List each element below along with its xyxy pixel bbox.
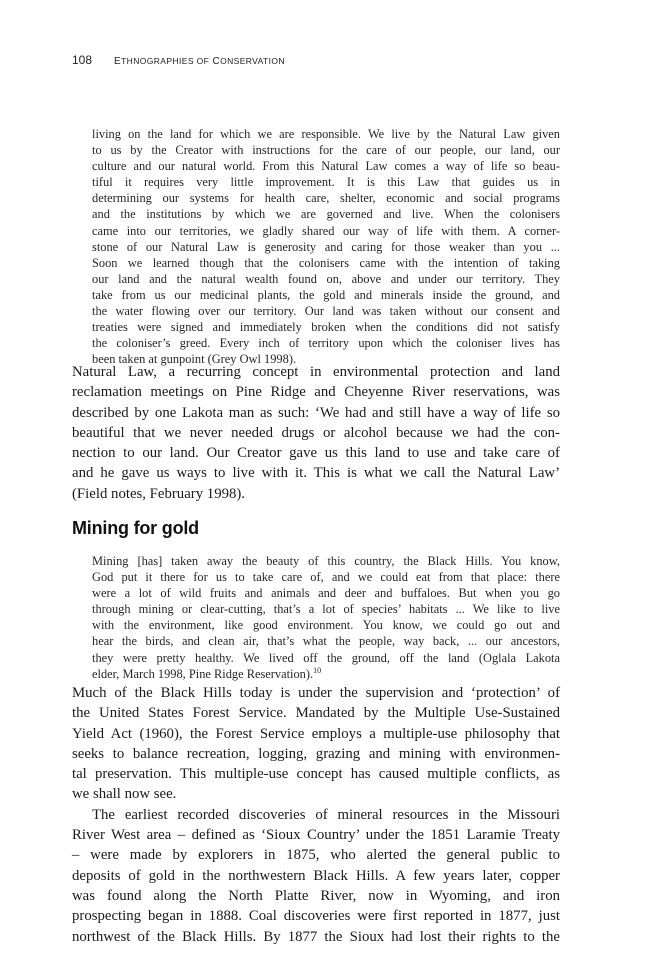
quote-line: our land and the natural wealth found on, above and under our territory. They	[92, 271, 560, 286]
quote-line: stone of our Natural Law is generosity and caring for those weaker than you ...	[92, 239, 560, 254]
paragraph-line: tal preservation. This multiple-use concept has caused multiple conflicts, as	[72, 766, 560, 783]
block-quote-grey-owl	[92, 126, 560, 367]
paragraph-line: described by one Lakota man as such: ‘We had and still have a way of life so	[72, 404, 560, 421]
paragraph-line: reclamation meetings on Pine Ridge and Cheyenne River reservations, was	[72, 384, 560, 401]
paragraph-line: we shall now see.	[72, 786, 177, 803]
paragraph-line: deposits of gold in the northwestern Black Hills. A few years later, copper	[72, 867, 560, 884]
block-quote-oglala-elder	[92, 553, 560, 682]
quote-line: the water flowing over our territory. Our land was taken without our consent and	[92, 304, 560, 319]
paragraph-line: beautiful that we never needed drugs or alcohol because we had the con-	[72, 424, 560, 441]
paragraph-line: prospecting began in 1888. Coal discoveries were first reported in 1877, just	[72, 908, 560, 925]
paragraph-line: the United States Forest Service. Mandated by the Multiple Use-Sustained	[72, 705, 560, 722]
quote-line: and the institutions by which we are governed and live. When the colonisers	[92, 207, 560, 222]
quote-line: through mining or clear-cutting, that’s a lot of species’ habitats ... We like to live	[92, 602, 560, 617]
paragraph-natural-law	[72, 362, 560, 504]
quote-line: with the environment, like good environment. You know, we could go out and	[92, 618, 560, 633]
footnote-marker[interactable]: 10	[313, 665, 322, 675]
quote-line: were a lot of wild fruits and animals and deer and buffaloes. But when you go	[92, 586, 560, 601]
running-head	[72, 53, 285, 67]
quote-line: Mining [has] taken away the beauty of this country, the Black Hills. You know,	[92, 554, 560, 568]
paragraph-line: The earliest recorded discoveries of mineral resources in the Missouri	[92, 806, 560, 823]
quote-line: tiful it requires very little improvement. It is this Law that guides us in	[92, 175, 560, 190]
quote-line-text: elder, March 1998, Pine Ridge Reservation).	[92, 666, 314, 681]
paragraph-line: (Field notes, February 1998).	[72, 485, 246, 502]
quote-line: God put it there for us to take care of, and we could eat from that place: there	[92, 570, 560, 585]
quote-line: hear the birds, and clean air, that’s what the people, way back, ... our ancestors,	[92, 634, 560, 649]
quote-line	[92, 666, 560, 682]
paragraph-line: Yield Act (1960), the Forest Service employs a multiple-use philosophy that	[72, 725, 560, 742]
paragraph-line: and he gave us ways to live with it. This is what we call the Natural Law’	[72, 465, 560, 482]
quote-line: Soon we learned though that the colonisers came with the intention of taking	[92, 255, 560, 270]
quote-line: determining our systems for health care, shelter, economic and social programs	[92, 191, 560, 206]
section-heading: Mining for gold	[72, 518, 199, 538]
paragraph-line: Much of the Black Hills today is under the supervision and ‘protection’ of	[72, 685, 560, 701]
paragraph-line: – were made by explorers in 1875, who alerted the general public to	[72, 847, 560, 864]
paragraph-forest-service	[72, 683, 560, 947]
paragraph-line: nection to our land. Our Creator gave us this land to use and take care of	[72, 445, 560, 462]
quote-line: been taken at gunpoint (Grey Owl 1998).	[92, 352, 297, 367]
running-title: ETHNOGRAPHIES OF CONSERVATION	[114, 56, 285, 67]
paragraph-line: was found along the North Platte River, now in Wyoming, and iron	[72, 887, 560, 904]
quote-line: the coloniser’s greed. Every inch of territory upon which the coloniser lives has	[92, 336, 560, 351]
paragraph-line: northwest of the Black Hills. By 1877 the Sioux had lost their rights to the	[72, 928, 560, 945]
quote-line: came into our territories, we gladly shared our way of life with them. A corner-	[92, 223, 560, 238]
page-number: 108	[72, 53, 93, 67]
paragraph-line: River West area – defined as ‘Sioux Country’ under the 1851 Laramie Treaty	[72, 827, 560, 844]
quote-line: they were pretty healthy. We lived off the ground, off the land (Oglala Lakota	[92, 650, 560, 665]
paragraph-line: seeks to balance recreation, logging, grazing and mining with environmen-	[72, 745, 560, 762]
paragraph-line: Natural Law, a recurring concept in environmental protection and land	[72, 364, 560, 380]
quote-line: take from us our medicinal plants, the gold and minerals inside the ground, and	[92, 287, 560, 302]
quote-line: culture and our natural world. From this Natural Law comes a way of life so beau-	[92, 159, 560, 174]
quote-line: to us by the Creator with instructions for the care of our people, our land, our	[92, 143, 560, 158]
quote-line: living on the land for which we are responsible. We live by the Natural Law given	[92, 127, 560, 141]
quote-line: treaties were signed and immediately broken when the conditions did not satisfy	[92, 320, 560, 335]
